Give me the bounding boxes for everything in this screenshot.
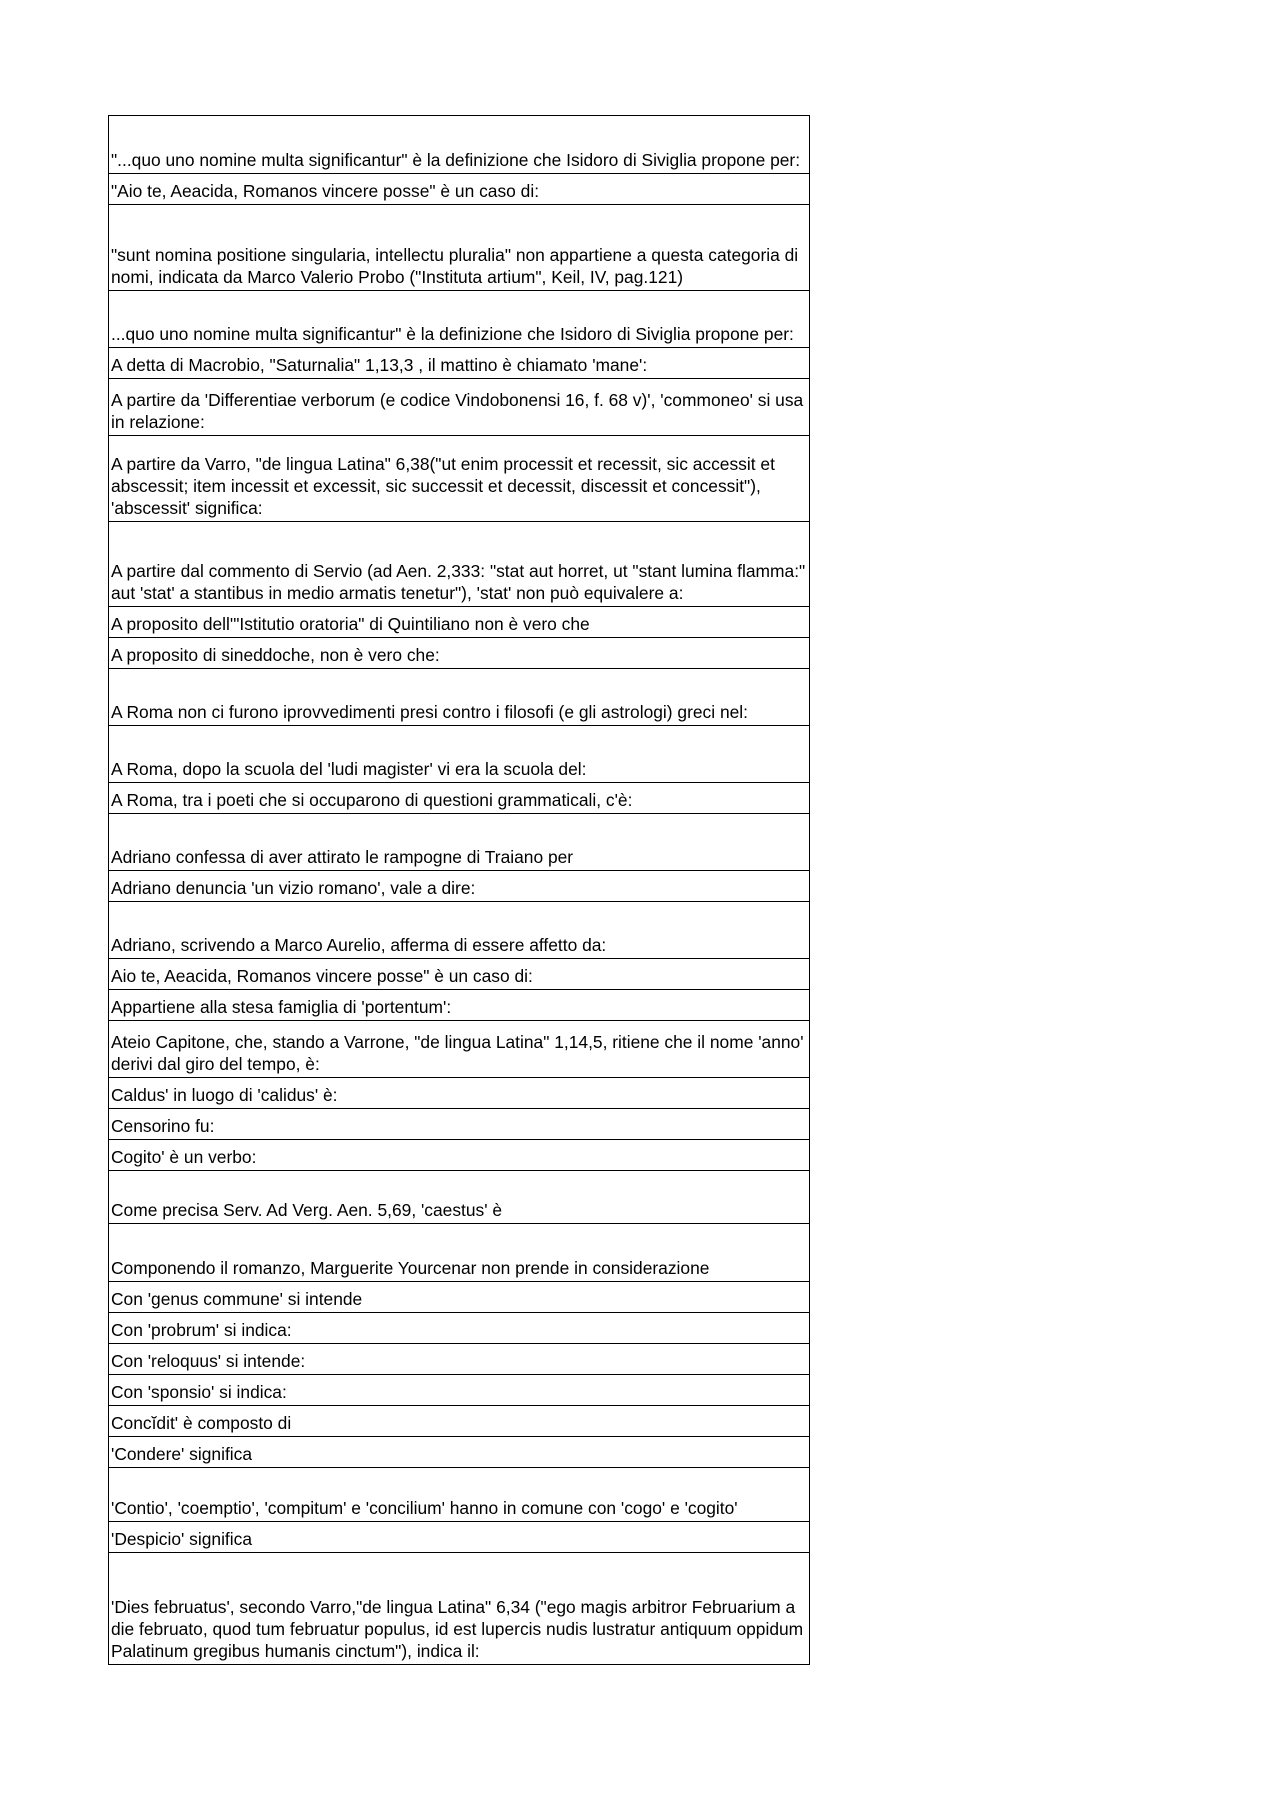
table-row: [109, 1078, 810, 1109]
table-row: [109, 1375, 810, 1406]
question-cell[interactable]: "sunt nomina positione singularia, intellectu pluralia" non appartiene a questa categoria di nomi, indicata da Marco Valerio Probo ("Instituta artium", Keil, IV, pag.121): [109, 205, 810, 291]
table-row: [109, 116, 810, 174]
table-row: [109, 1282, 810, 1313]
table-row: [109, 436, 810, 522]
question-cell[interactable]: Adriano confessa di aver attirato le rampogne di Traiano per: [109, 814, 810, 871]
table-row: [109, 990, 810, 1021]
table-row: [109, 1437, 810, 1468]
question-cell[interactable]: 'Condere' significa: [109, 1437, 810, 1468]
question-cell[interactable]: A Roma, tra i poeti che si occuparono di questioni grammaticali, c'è:: [109, 783, 810, 814]
question-cell[interactable]: Caldus' in luogo di 'calidus' è:: [109, 1078, 810, 1109]
table-row: [109, 1468, 810, 1522]
table-row: [109, 205, 810, 291]
table-row: [109, 814, 810, 871]
question-cell[interactable]: Con 'sponsio' si indica:: [109, 1375, 810, 1406]
question-cell[interactable]: A proposito dell'"Istitutio oratoria" di Quintiliano non è vero che: [109, 607, 810, 638]
question-cell[interactable]: "Aio te, Aeacida, Romanos vincere posse" è un caso di:: [109, 174, 810, 205]
table-row: [109, 1406, 810, 1437]
question-cell[interactable]: A partire da 'Differentiae verborum (e codice Vindobonensi 16, f. 68 v)', 'commoneo' si usa in relazione:: [109, 379, 810, 436]
table-row: [109, 522, 810, 607]
table-row: [109, 726, 810, 783]
question-cell[interactable]: "...quo uno nomine multa significantur" è la definizione che Isidoro di Siviglia propone per:: [109, 116, 810, 174]
table-row: [109, 1313, 810, 1344]
question-cell[interactable]: Censorino fu:: [109, 1109, 810, 1140]
question-cell[interactable]: Adriano, scrivendo a Marco Aurelio, afferma di essere affetto da:: [109, 902, 810, 959]
table-row: [109, 783, 810, 814]
table-row: [109, 174, 810, 205]
table-row: [109, 291, 810, 348]
question-cell[interactable]: A detta di Macrobio, "Saturnalia" 1,13,3 , il mattino è chiamato 'mane':: [109, 348, 810, 379]
table-row: [109, 959, 810, 990]
table-row: [109, 1171, 810, 1224]
question-cell[interactable]: 'Contio', 'coemptio', 'compitum' e 'concilium' hanno in comune con 'cogo' e 'cogito': [109, 1468, 810, 1522]
table-row: [109, 871, 810, 902]
table-row: [109, 638, 810, 669]
question-cell[interactable]: Ateio Capitone, che, stando a Varrone, "de lingua Latina" 1,14,5, ritiene che il nome 'anno' derivi dal giro del tempo, è:: [109, 1021, 810, 1078]
table-row: [109, 379, 810, 436]
question-cell[interactable]: Con 'reloquus' si intende:: [109, 1344, 810, 1375]
table-row: [109, 902, 810, 959]
question-cell[interactable]: A Roma non ci furono iprovvedimenti presi contro i filosofi (e gli astrologi) greci nel:: [109, 669, 810, 726]
question-cell[interactable]: Cogito' è un verbo:: [109, 1140, 810, 1171]
question-cell[interactable]: Con 'genus commune' si intende: [109, 1282, 810, 1313]
question-cell[interactable]: A partire dal commento di Servio (ad Aen. 2,333: "stat aut horret, ut "stant lumina flamma:" aut 'stat' a stantibus in medio armatis tenetur"), 'stat' non può equivalere a:: [109, 522, 810, 607]
table-row: [109, 1344, 810, 1375]
question-cell[interactable]: 'Dies februatus', secondo Varro,"de lingua Latina" 6,34 ("ego magis arbitror Februarium a die februato, quod tum februatur populus, id est lupercis nudis lustratur antiquum oppidum Palatinum gregibus humanis cinctum"), indica il:: [109, 1553, 810, 1665]
table-row: [109, 1021, 810, 1078]
question-cell[interactable]: A proposito di sineddoche, non è vero che:: [109, 638, 810, 669]
question-cell[interactable]: Aio te, Aeacida, Romanos vincere posse" è un caso di:: [109, 959, 810, 990]
question-cell[interactable]: Concĭdit' è composto di: [109, 1406, 810, 1437]
table-row: [109, 1109, 810, 1140]
table-row: [109, 348, 810, 379]
question-cell[interactable]: Appartiene alla stesa famiglia di 'portentum':: [109, 990, 810, 1021]
questions-table: [108, 115, 810, 1665]
question-cell[interactable]: A Roma, dopo la scuola del 'ludi magister' vi era la scuola del:: [109, 726, 810, 783]
question-cell[interactable]: Componendo il romanzo, Marguerite Yourcenar non prende in considerazione: [109, 1224, 810, 1282]
question-cell[interactable]: 'Despicio' significa: [109, 1522, 810, 1553]
question-cell[interactable]: Con 'probrum' si indica:: [109, 1313, 810, 1344]
question-cell[interactable]: ...quo uno nomine multa significantur" è la definizione che Isidoro di Siviglia propone per:: [109, 291, 810, 348]
table-row: [109, 1140, 810, 1171]
question-cell[interactable]: Adriano denuncia 'un vizio romano', vale a dire:: [109, 871, 810, 902]
table-row: [109, 1522, 810, 1553]
table-row: [109, 1224, 810, 1282]
table-row: [109, 1553, 810, 1665]
question-cell[interactable]: A partire da Varro, "de lingua Latina" 6,38("ut enim processit et recessit, sic accessit et abscessit; item incessit et excessit, sic successit et decessit, discessit et concessit"), 'abscessit' significa:: [109, 436, 810, 522]
question-cell[interactable]: Come precisa Serv. Ad Verg. Aen. 5,69, 'caestus' è: [109, 1171, 810, 1224]
table-row: [109, 607, 810, 638]
table-row: [109, 669, 810, 726]
